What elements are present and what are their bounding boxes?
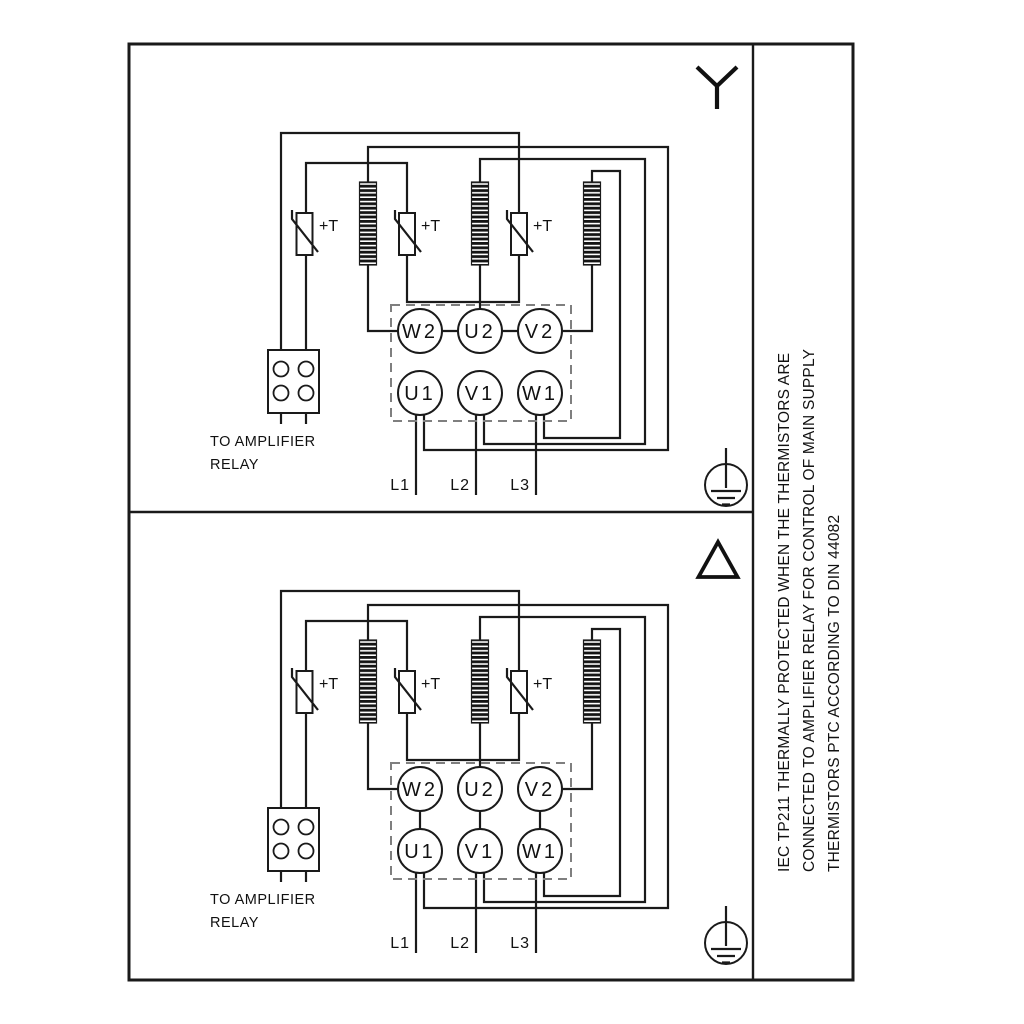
supply-label-L1: L1 <box>390 477 410 494</box>
terminal-label-U1: U1 <box>404 383 436 405</box>
thermistor-label: +T <box>533 676 553 693</box>
supply-label-L2: L2 <box>450 935 470 952</box>
supply-label-L3: L3 <box>510 935 530 952</box>
wiring-harness <box>268 133 747 506</box>
thermistor-label: +T <box>319 218 339 235</box>
terminal-label-V1: V1 <box>464 841 496 863</box>
terminal-label-W2: W2 <box>402 321 438 343</box>
note-column <box>776 349 843 872</box>
relay-caption-line1: TO AMPLIFIER <box>210 434 316 450</box>
relay-caption-line2: RELAY <box>210 457 259 473</box>
supply-label-L1: L1 <box>390 935 410 952</box>
terminal-label-W1: W1 <box>522 841 558 863</box>
star-icon <box>697 67 737 109</box>
terminal-label-U2: U2 <box>464 321 496 343</box>
note-line-1: IEC TP211 THERMALLY PROTECTED WHEN THE THERMISTORS ARE <box>776 352 793 872</box>
terminal-label-U2: U2 <box>464 779 496 801</box>
supply-label-L2: L2 <box>450 477 470 494</box>
delta-icon <box>699 542 738 577</box>
terminal-label-V1: V1 <box>464 383 496 405</box>
terminal-label-V2: V2 <box>524 321 556 343</box>
terminal-label-W1: W1 <box>522 383 558 405</box>
note-line-3: THERMISTORS PTC ACCORDING TO DIN 44082 <box>826 514 843 872</box>
thermistor-label: +T <box>319 676 339 693</box>
thermistor-label: +T <box>533 218 553 235</box>
terminal-label-V2: V2 <box>524 779 556 801</box>
terminal-label-U1: U1 <box>404 841 436 863</box>
terminal-label-W2: W2 <box>402 779 438 801</box>
supply-label-L3: L3 <box>510 477 530 494</box>
thermistor-label: +T <box>421 676 441 693</box>
relay-caption-line1: TO AMPLIFIER <box>210 892 316 908</box>
note-line-2: CONNECTED TO AMPLIFIER RELAY FOR CONTROL OF MAIN SUPPLY <box>801 348 818 872</box>
relay-caption-line2: RELAY <box>210 915 259 931</box>
panel-delta <box>210 542 747 964</box>
panel-star <box>210 67 747 506</box>
wiring-harness <box>268 591 747 964</box>
thermistor-label: +T <box>421 218 441 235</box>
